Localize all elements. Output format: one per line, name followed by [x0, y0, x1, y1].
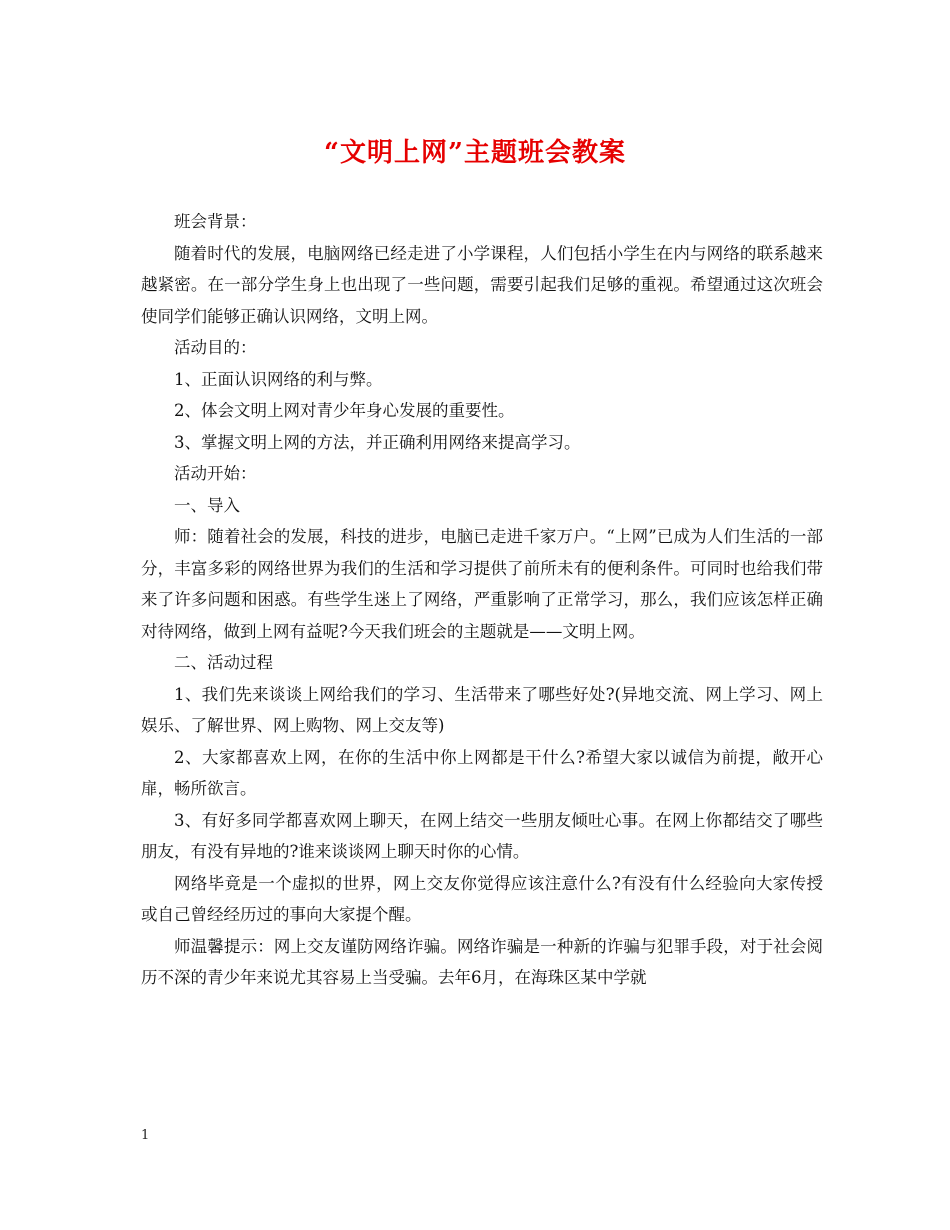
paragraph: 2、大家都喜欢上网，在你的生活中你上网都是干什么?希望大家以诚信为前提，敞开心扉，畅所欲言。	[141, 747, 823, 798]
paragraph: 活动开始：	[174, 464, 257, 483]
document-body	[141, 206, 823, 994]
paragraph: 师：随着社会的发展，科技的进步，电脑已走进千家万户。“上网”已成为人们生活的一部分，丰富多彩的网络世界为我们的生活和学习提供了前所未有的便利条件。可同时也给我们带来了许多问题和困惑。有些学生迷上了网络，严重影响了正常学习，那么，我们应该怎样正确对待网络，做到上网有益呢?今天我们班会的主题就是——文明上网。	[141, 527, 823, 641]
paragraph: 二、活动过程	[174, 653, 273, 672]
document-title: “文明上网”主题班会教案	[324, 138, 626, 168]
paragraph: 随着时代的发展，电脑网络已经走进了小学课程，人们包括小学生在内与网络的联系越来越紧密。在一部分学生身上也出现了一些问题，需要引起我们足够的重视。希望通过这次班会使同学们能够正确认识网络，文明上网。	[141, 243, 823, 326]
paragraph: 1、我们先来谈谈上网给我们的学习、生活带来了哪些好处?(异地交流、网上学习、网上娱乐、了解世界、网上购物、网上交友等)	[141, 684, 823, 735]
paragraph: 活动目的：	[174, 338, 257, 357]
paragraph: 1、正面认识网络的利与弊。	[174, 369, 383, 389]
paragraph: 班会背景：	[174, 212, 257, 231]
paragraph: 一、导入	[174, 495, 240, 515]
paragraph: 网络毕竟是一个虚拟的世界，网上交友你觉得应该注意什么?有没有什么经验向大家传授或自己曾经经历过的事向大家提个醒。	[141, 873, 823, 924]
paragraph: 师温馨提示：网上交友谨防网络诈骗。网络诈骗是一种新的诈骗与犯罪手段，对于社会阅历不深的青少年来说尤其容易上当受骗。去年6月，在海珠区某中学就	[141, 936, 823, 987]
paragraph: 3、掌握文明上网的方法，并正确利用网络来提高学习。	[174, 432, 581, 452]
paragraph: 2、体会文明上网对青少年身心发展的重要性。	[174, 401, 515, 420]
paragraph: 3、有好多同学都喜欢网上聊天，在网上结交一些朋友倾吐心事。在网上你都结交了哪些朋友，有没有异地的?谁来谈谈网上聊天时你的心情。	[141, 810, 823, 861]
page-number: 1	[141, 1128, 150, 1143]
